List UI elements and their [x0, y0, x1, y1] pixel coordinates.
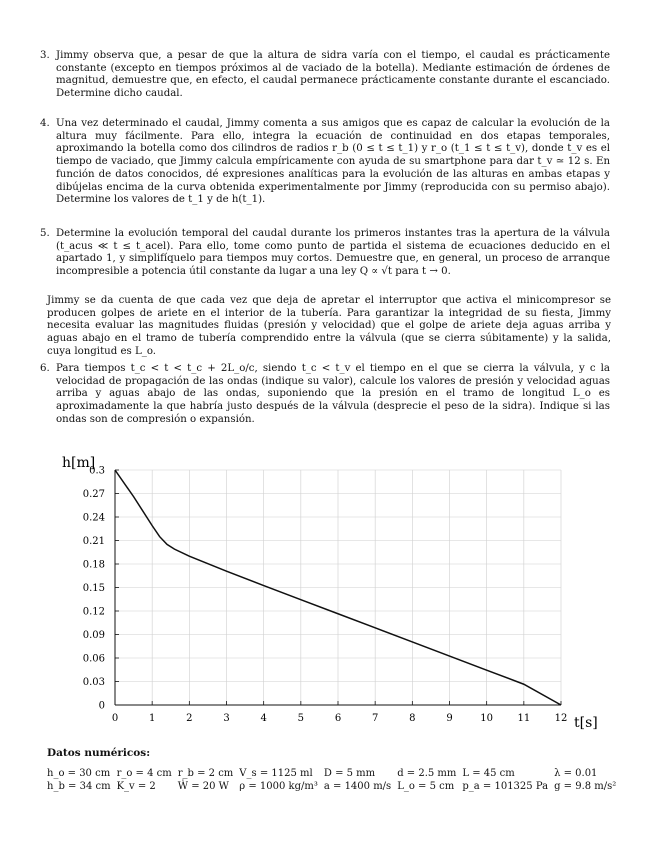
y-tick-label: 0 [98, 700, 105, 712]
datos-cell: V_s = 1125 ml [239, 768, 313, 779]
datos-cell: λ = 0.01 [554, 768, 598, 779]
datos-cell: p_a = 101325 Pa [462, 781, 549, 792]
question-number: 4. [40, 118, 50, 129]
x-tick-label: 10 [480, 713, 494, 724]
datos-cell: r_o = 4 cm [116, 768, 172, 779]
water-hammer-paragraph: Jimmy se da cuenta de que cada vez que deja de apretar el interruptor que activa el minicompresor se producen golpes de ariete en el interior de la tubería. Para garantizar la integridad de su fiesta, Jimmy necesita evaluar las magnitudes fluidas (presión y velocidad) que el golpe de ariete deja aguas arriba y aguas abajo en el tramo de tubería comprendido entre la válvula (que se cierra súbitamente) y la salida, cuya longitud es L_o. [47, 295, 611, 357]
x-tick-label: 1 [148, 713, 156, 724]
question-text: Una vez determinado el caudal, Jimmy comenta a sus amigos que es capaz de calcular la evolución de la altura muy fácilmente. Para ello, integra la ecuación de continuidad en dos etapas temporales, aproximando la botella como dos cilindros de radios r_b (0 ≤ t ≤ t_1) y r_o (t_1 ≤ t ≤ t_v), donde t_v es el tiempo de vaciado, que Jimmy calcula empíricamente con ayuda de su smartphone para dar t_v ≃ 12 s. En función de datos conocidos, dé expresiones analíticas para la evolución de las alturas en ambas etapas y dibújelas encima de la curva obtenida experimentalmente por Jimmy (reproducida con su permiso abajo). Determine los valores de t_1 y de h(t_1). [56, 118, 610, 206]
datos-cell: r_b = 2 cm [177, 768, 234, 779]
datos-cell: g = 9.8 m/s² [554, 781, 617, 792]
chart-grid [115, 470, 561, 705]
x-tick-label: 12 [554, 713, 568, 724]
x-tick-label: 7 [371, 713, 379, 724]
y-tick-label: 0.27 [82, 489, 105, 500]
datos-cell: h_o = 30 cm [47, 768, 111, 779]
x-tick-label: 0 [111, 713, 119, 724]
datos-table [47, 767, 622, 793]
datos-cell: Ẇ = 20 W [177, 781, 229, 792]
datos-cell: ρ = 1000 kg/m³ [239, 781, 318, 792]
x-tick-label: 9 [446, 713, 453, 724]
question-text: Determine la evolución temporal del caudal durante los primeros instantes tras la apertura de la válvula (t_acus ≪ t ≤ t_acel). Para ello, tome como punto de partida el sistema de ecuaciones deducido en el apartado 1, y simplifíquelo para tiempos muy cortos. Demuestre que, en general, un proceso de arranque incompresible a potencia útil constante da lugar a una ley Q ∝ √t para t → 0. [56, 228, 610, 278]
y-tick-label: 0.03 [82, 677, 105, 688]
datos-cell: L = 45 cm [462, 768, 515, 779]
x-tick-label: 6 [334, 713, 342, 724]
question-text: Jimmy observa que, a pesar de que la altura de sidra varía con el tiempo, el caudal es prácticamente constante (excepto en tiempos próximos al de vaciado de la botella). Mediante estimación de órdenes de magnitud, demuestre que, en efecto, el caudal permanece prácticamente constante durante el escanciado. Determine dicho caudal. [56, 50, 610, 100]
y-tick-label: 0.06 [82, 653, 105, 665]
x-axis-label: t[s] [574, 715, 598, 731]
question-number: 3. [40, 50, 50, 61]
datos-cell: a = 1400 m/s [323, 781, 392, 792]
y-axis-label: h[m] [62, 455, 96, 471]
x-tick-label: 8 [409, 713, 416, 724]
question-text: Para tiempos t_c < t < t_c + 2L_o/c, siendo t_c < t_v el tiempo en el que se cierra la válvula, y c la velocidad de propagación de las ondas (indique su valor), calcule los valores de presión y velocidad aguas arriba y aguas abajo de las ondas, suponiendo que la presión en el tramo de longitud L_o es aproximadamente la que habría justo después de la válvula (desprecie el peso de la sidra). Indique si las ondas son de compresión o expansión. [56, 363, 610, 425]
datos-row [47, 780, 622, 793]
datos-cell: K_v = 2 [116, 781, 156, 792]
x-tick-label: 4 [260, 713, 267, 724]
y-tick-label: 0.15 [82, 583, 105, 594]
y-tick-label: 0.24 [82, 512, 105, 524]
datos-title: Datos numéricos: [47, 747, 151, 759]
x-tick-label: 2 [186, 713, 193, 724]
chart-tick-labels [83, 466, 568, 725]
datos-cell: d = 2.5 mm [397, 768, 457, 779]
x-tick-label: 11 [517, 713, 531, 724]
y-tick-label: 0.21 [82, 536, 105, 547]
datos-cell: D = 5 mm [323, 768, 376, 779]
y-tick-label: 0.09 [82, 630, 105, 641]
x-tick-label: 3 [223, 713, 230, 724]
y-tick-label: 0.18 [82, 559, 105, 571]
y-tick-label: 0.12 [82, 606, 105, 618]
datos-row [47, 767, 622, 780]
x-tick-label: 5 [297, 713, 305, 724]
question-number: 5. [40, 228, 50, 239]
y-tick-label: 0.3 [89, 465, 105, 477]
datos-cell: h_b = 34 cm [47, 781, 111, 792]
datos-cell: L_o = 5 cm [397, 781, 455, 792]
question-number: 6. [40, 363, 50, 374]
